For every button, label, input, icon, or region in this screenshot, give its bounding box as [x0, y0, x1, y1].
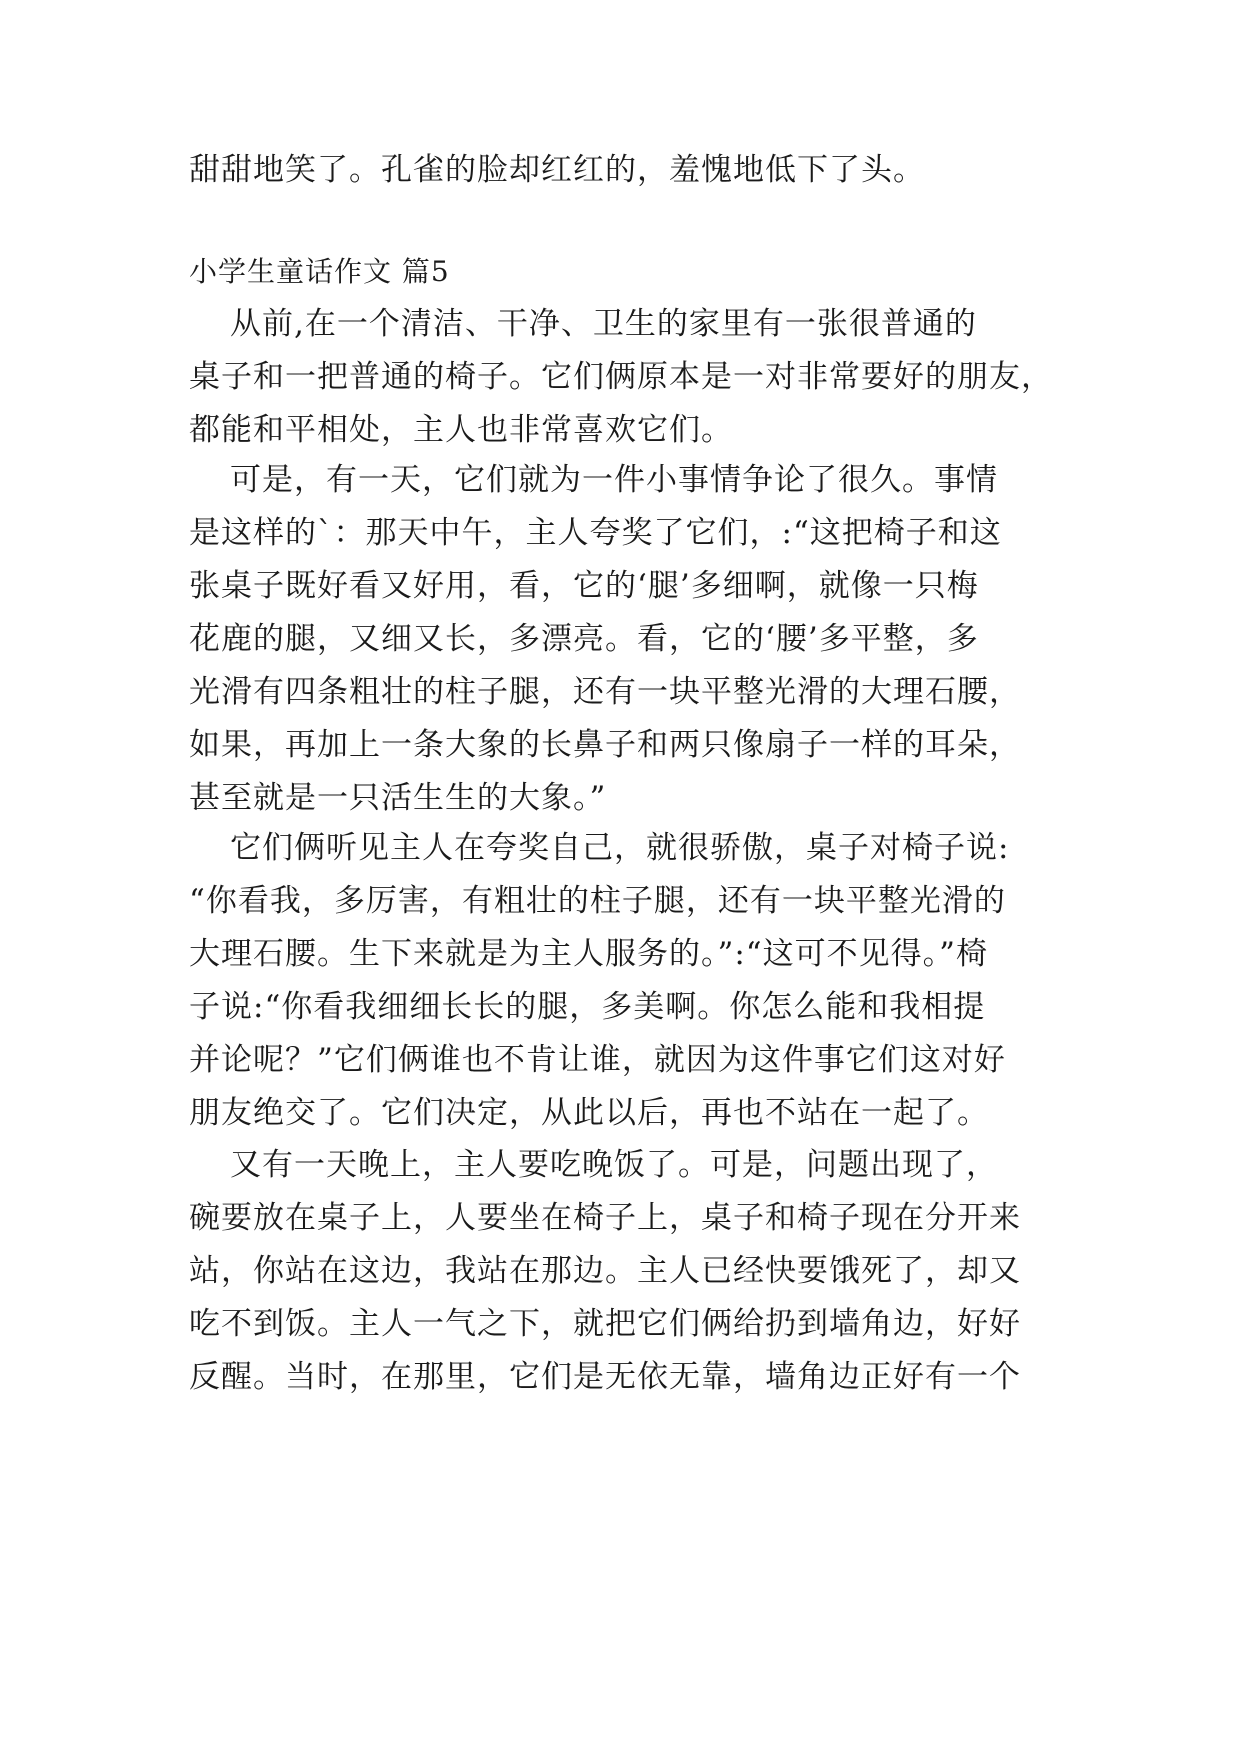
paragraph-line: 如果，再加上一条大象的长鼻子和两只像扇子一样的耳朵， [189, 727, 1021, 763]
paragraph-line: 站，你站在这边，我站在那边。主人已经快要饿死了，却又 [189, 1253, 1021, 1289]
paragraph-line: 它们俩听见主人在夸奖自己，就很骄傲，桌子对椅子说: [230, 830, 1010, 866]
paragraph-line: 花鹿的腿，又细又长，多漂亮。看，它的‘腰’多平整，多 [189, 621, 979, 657]
paragraph-line: 吃不到饭。主人一气之下，就把它们俩给扔到墙角边，好好 [189, 1306, 1021, 1342]
paragraph-line: 张桌子既好看又好用，看，它的‘腿’多细啊，就像一只梅 [189, 568, 979, 604]
paragraph-line: 光滑有四条粗壮的柱子腿，还有一块平整光滑的大理石腰， [189, 674, 1021, 710]
section-title: 小学生童话作文 篇5 [189, 255, 450, 288]
paragraph-line: 是这样的`：那天中午，主人夸奖了它们，:“这把椅子和这 [189, 515, 1002, 551]
paragraph-line: 反醒。当时，在那里，它们是无依无靠，墙角边正好有一个 [189, 1359, 1021, 1395]
paragraph-line: 可是，有一天，它们就为一件小事情争论了很久。事情 [230, 462, 998, 498]
paragraph-line: 又有一天晚上，主人要吃晚饭了。可是，问题出现了， [230, 1147, 998, 1183]
paragraph-line: 并论呢？”它们俩谁也不肯让谁，就因为这件事它们这对好 [189, 1042, 1006, 1078]
paragraph-line: 都能和平相处，主人也非常喜欢它们。 [189, 412, 733, 448]
paragraph-line: 从前,在一个清洁、干净、卫生的家里有一张很普通的 [230, 306, 977, 342]
paragraph-line: 碗要放在桌子上，人要坐在椅子上，桌子和椅子现在分开来 [189, 1200, 1021, 1236]
paragraph-line: “你看我，多厉害，有粗壮的柱子腿，还有一块平整光滑的 [189, 883, 1006, 919]
paragraph-line: 甚至就是一只活生生的大象。” [189, 780, 607, 816]
paragraph-line: 桌子和一把普通的椅子。它们俩原本是一对非常要好的朋友， [189, 359, 1053, 395]
paragraph-line: 大理石腰。生下来就是为主人服务的。”:“这可不见得。”椅 [189, 936, 988, 972]
paragraph-line: 朋友绝交了。它们决定，从此以后，再也不站在一起了。 [189, 1095, 989, 1131]
paragraph-line: 子说:“你看我细细长长的腿，多美啊。你怎么能和我相提 [189, 989, 986, 1025]
continuation-line: 甜甜地笑了。孔雀的脸却红红的，羞愧地低下了头。 [189, 152, 925, 188]
